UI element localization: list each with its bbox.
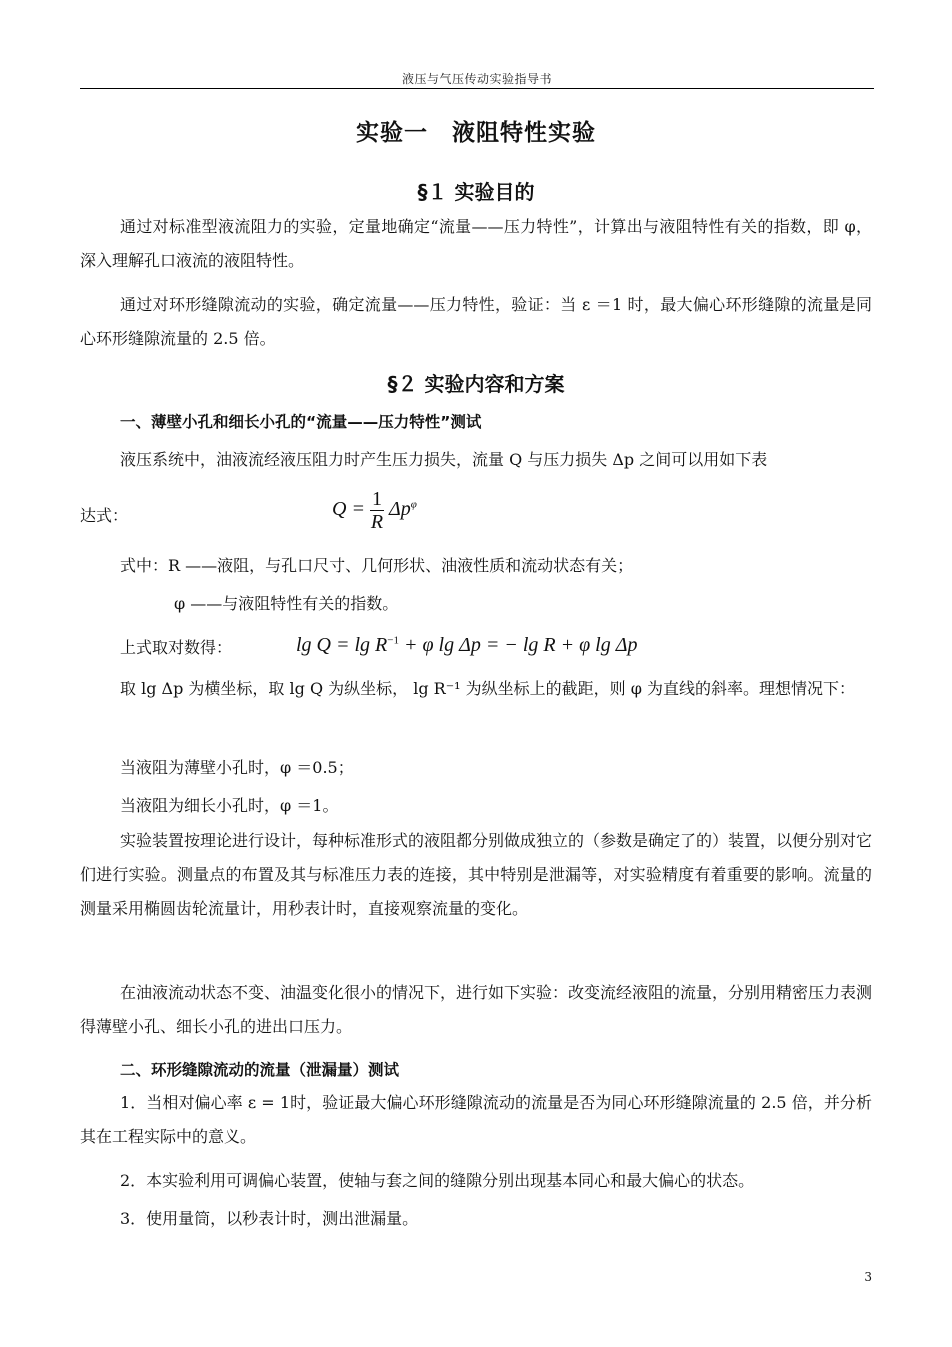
list-item-3: 3．使用量筒，以秒表计时，测出泄漏量。 (120, 1209, 419, 1228)
formula-numerator: 1 (371, 488, 382, 510)
section-1-para-2: 通过对环形缝隙流动的实验，确定流量——压力特性，验证：当 ε ＝1 时，最大偏心环形缝隙的流量是同心环形缝隙流量的 2.5 倍。 (80, 295, 872, 348)
intro-text: 液压系统中，油液流经液压阻力时产生压力损失，流量 Q 与压力损失 Δp 之间可以用如下表 (120, 450, 768, 469)
case-long-orifice: 当液阻为细长小孔时，φ ＝1。 (120, 796, 339, 815)
formula-exponent: φ (410, 498, 417, 511)
log-label: 上式取对数得： (120, 638, 233, 657)
section-1-title: §１ 实验目的 (417, 180, 535, 204)
log-formula-exponent: −1 (387, 634, 399, 647)
axis-explanation: 取 lg Δp 为横坐标，取 lg Q 为纵坐标， lg R⁻¹ 为纵坐标上的截距，则 φ 为直线的斜率。理想情况下： (120, 679, 856, 698)
section-2-title: §２ 实验内容和方案 (387, 372, 565, 396)
list-item-2: 2．本实验利用可调偏心装置，使轴与套之间的缝隙分别出现基本同心和最大偏心的状态。 (120, 1171, 755, 1190)
formula-denominator: R (370, 511, 384, 533)
device-paragraph: 实验装置按理论进行设计，每种标准形式的液阻都分别做成独立的（参数是确定了的）装置，以便分别对它们进行实验。测量点的布置及其与标准压力表的连接，其中特别是泄漏等，对实验精度有着重要的影响。流量的测量采用椭圆齿轮流量计，用秒表计时，直接观察流量的变化。 (80, 831, 873, 918)
formula-rhs: Δp (388, 498, 411, 521)
log-formula-start: lg Q = lg R (296, 634, 388, 656)
log-formula-rest: + φ lg Δp = − lg R + φ lg Δp (399, 634, 638, 656)
log-formula (296, 634, 637, 657)
where-phi-definition: φ ——与液阻特性有关的指数。 (174, 594, 399, 613)
experiment-paragraph: 在油液流动状态不变、油温变化很小的情况下，进行如下实验：改变流经液阻的流量，分别用精密压力表测得薄壁小孔、细长小孔的进出口压力。 (80, 983, 873, 1036)
formula-lhs: Q = (332, 498, 365, 521)
flow-formula (332, 488, 417, 533)
section-1-para-1: 通过对标准型液流阻力的实验，定量地确定“流量——压力特性”，计算出与液阻特性有关的指数，即 φ，深入理解孔口液流的液阻特性。 (80, 217, 872, 270)
where-r-definition: 式中：R ——液阻，与孔口尺寸、几何形状、油液性质和流动状态有关； (120, 556, 634, 575)
list-item-1: 1．当相对偏心率 ε = 1时，验证最大偏心环形缝隙流动的流量是否为同心环形缝隙流量的 2.5 倍，并分析其在工程实际中的意义。 (80, 1093, 872, 1146)
case-thin-orifice: 当液阻为薄壁小孔时，φ ＝0.5； (120, 758, 354, 777)
header-rule (80, 88, 874, 89)
expression-label: 达式： (80, 506, 129, 525)
subsection-1-title: 一、薄壁小孔和细长小孔的“流量——压力特性”测试 (120, 413, 482, 431)
page-title: 实验一 液阻特性实验 (356, 120, 596, 146)
subsection-2-title: 二、环形缝隙流动的流量（泄漏量）测试 (120, 1061, 400, 1079)
formula-fraction (370, 488, 384, 533)
running-header: 液压与气压传动实验指导书 (401, 72, 552, 86)
page-number: 3 (864, 1270, 872, 1284)
